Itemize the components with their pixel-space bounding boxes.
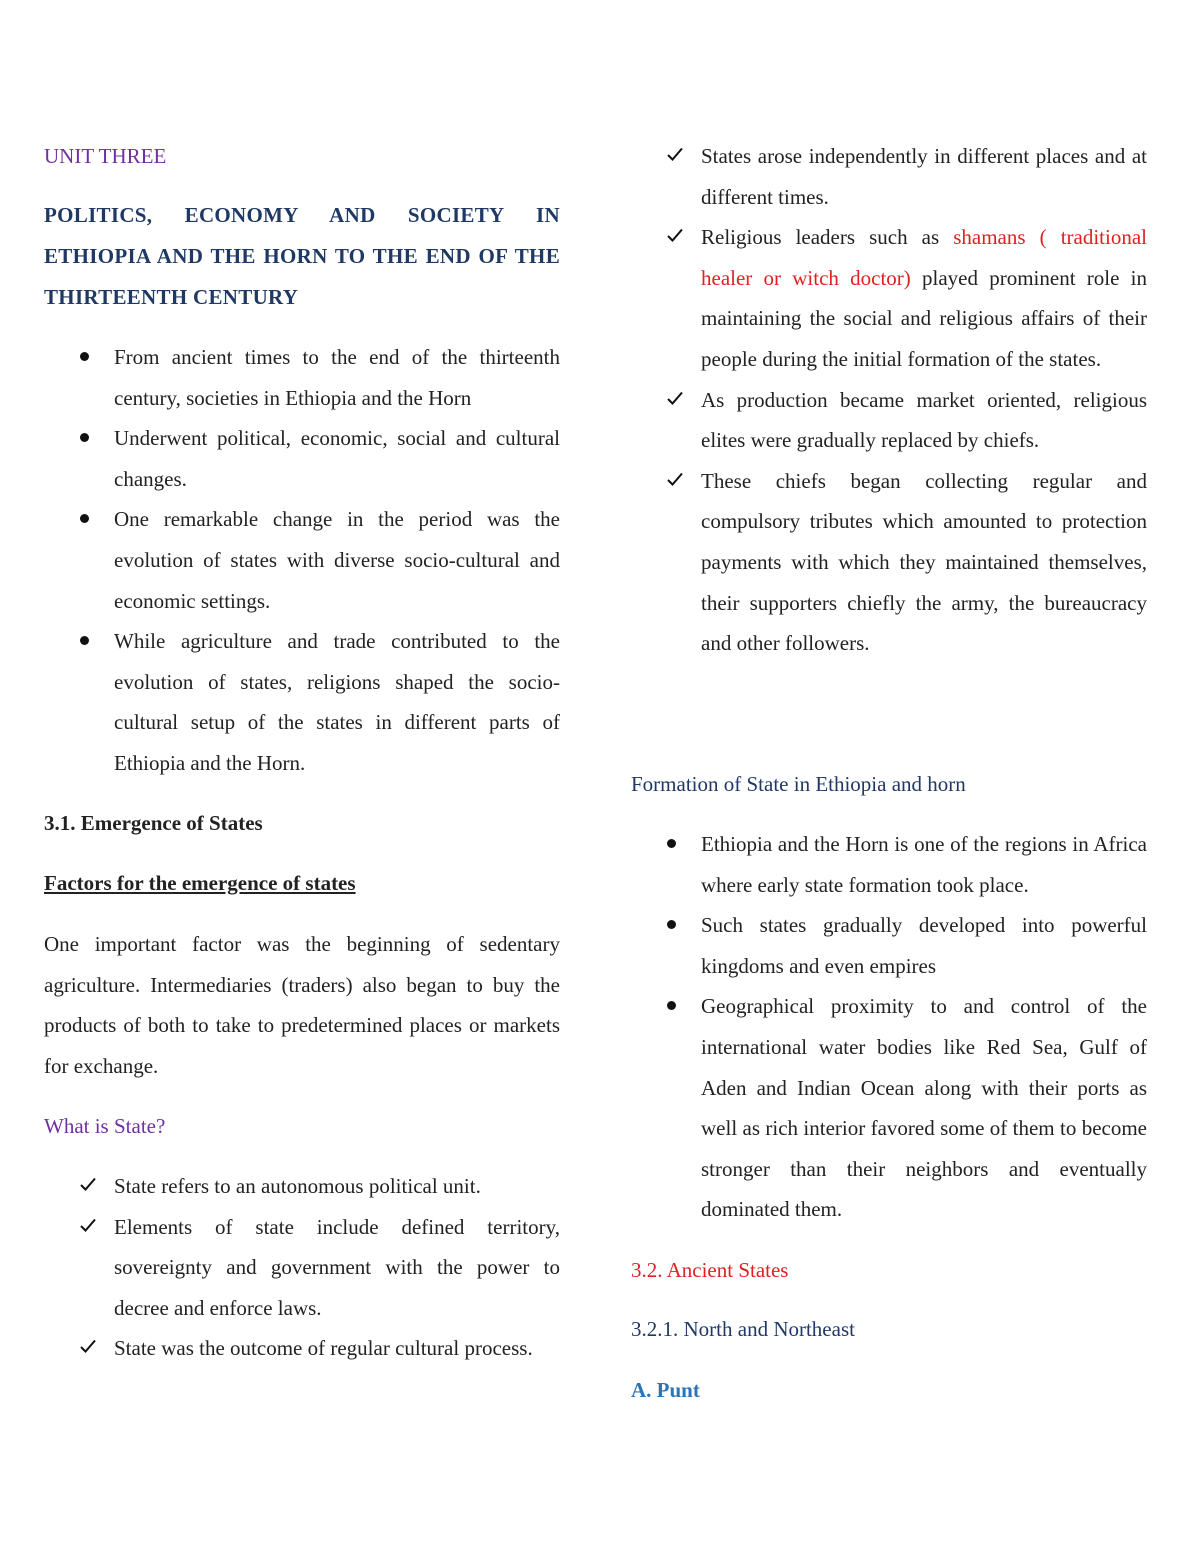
list-item: While agriculture and trade contributed to the evolution of states, religions shaped the socio-cultural setup of the states in different parts of Ethiopia and the Horn.	[44, 621, 560, 783]
list-item: These chiefs began collecting regular and compulsory tributes which amounted to protection payments with which they maintained themselves, their supporters chiefly the army, the bureaucracy and other followers.	[631, 461, 1147, 664]
bullet-icon	[667, 920, 676, 929]
bullet-icon	[80, 636, 89, 645]
check-icon	[80, 1177, 96, 1191]
formation-bullet-list	[631, 824, 1147, 1230]
list-item: As production became market oriented, religious elites were gradually replaced by chiefs.	[631, 380, 1147, 461]
list-item: Elements of state include defined territory, sovereignty and government with the power to decree and enforce laws.	[44, 1207, 560, 1329]
list-item: Underwent political, economic, social and cultural changes.	[44, 418, 560, 499]
check-icon	[667, 472, 683, 486]
factors-paragraph: One important factor was the beginning of sedentary agriculture. Intermediaries (traders) also began to buy the products of both to take to predetermined places or markets for exchange.	[44, 932, 560, 1078]
bullet-icon	[667, 839, 676, 848]
list-item: Religious leaders such as shamans ( traditional healer or witch doctor) played prominent role in maintaining the social and religious affairs of their people during the initial formation of the states.	[631, 217, 1147, 379]
ancient-states-heading: 3.2. Ancient States	[631, 1258, 789, 1282]
list-item: One remarkable change in the period was the evolution of states with diverse socio-cultural and economic settings.	[44, 499, 560, 621]
bullet-icon	[667, 1001, 676, 1010]
bullet-icon	[80, 433, 89, 442]
punt-heading: A. Punt	[631, 1378, 700, 1402]
formation-heading: Formation of State in Ethiopia and horn	[631, 772, 966, 796]
state-formation-check-list	[631, 136, 1147, 664]
list-item: State was the outcome of regular cultural process.	[44, 1328, 560, 1369]
north-northeast-heading: 3.2.1. North and Northeast	[631, 1317, 855, 1341]
unit-label: UNIT THREE	[44, 144, 167, 168]
list-item: Such states gradually developed into powerful kingdoms and even empires	[631, 905, 1147, 986]
state-check-list	[44, 1166, 560, 1369]
check-icon	[80, 1339, 96, 1353]
section-heading: 3.1. Emergence of States	[44, 811, 263, 835]
check-icon	[80, 1218, 96, 1232]
check-icon	[667, 228, 683, 242]
list-item: States arose independently in different places and at different times.	[631, 136, 1147, 217]
check-icon	[667, 391, 683, 405]
list-item: Geographical proximity to and control of the international water bodies like Red Sea, Gulf of Aden and Indian Ocean along with their ports as well as rich interior favored some of them to become stronger than their neighbors and eventually dominated them.	[631, 986, 1147, 1230]
list-item: Ethiopia and the Horn is one of the regions in Africa where early state formation took place.	[631, 824, 1147, 905]
shamans-highlight: shamans ( traditional healer or witch doctor)	[701, 225, 1147, 290]
intro-bullet-list	[44, 337, 560, 784]
unit-title: POLITICS, ECONOMY AND SOCIETY IN ETHIOPIA AND THE HORN TO THE END OF THE THIRTEENTH CENTURY	[44, 203, 560, 309]
check-icon	[667, 147, 683, 161]
bullet-icon	[80, 352, 89, 361]
factors-subheading: Factors for the emergence of states	[44, 871, 356, 895]
list-item: State refers to an autonomous political unit.	[44, 1166, 560, 1207]
list-item: From ancient times to the end of the thirteenth century, societies in Ethiopia and the Horn	[44, 337, 560, 418]
what-is-state-heading: What is State?	[44, 1114, 166, 1138]
bullet-icon	[80, 514, 89, 523]
